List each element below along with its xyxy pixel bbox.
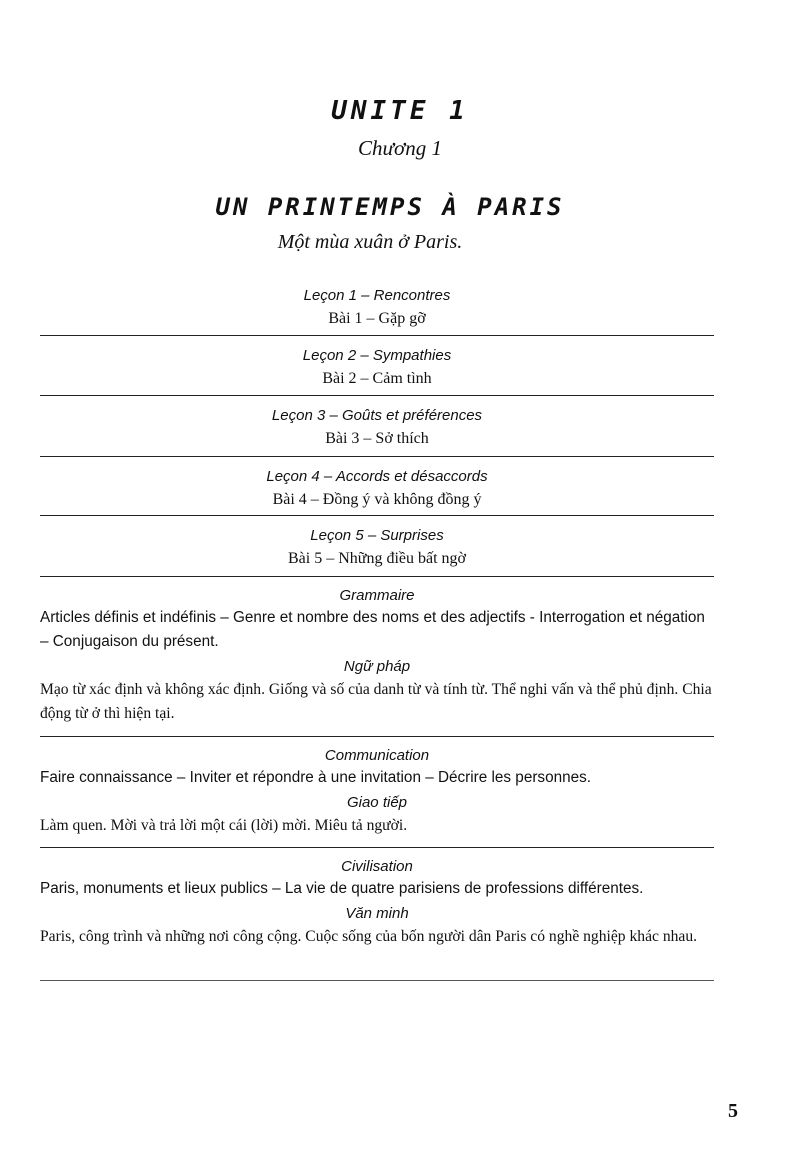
lesson-4-title-fr: Leçon 4 – Accords et désaccords (266, 468, 488, 485)
lesson-5-title-fr: Leçon 5 – Surprises (310, 527, 444, 544)
chapter-title: Chương 1 (358, 136, 442, 160)
lesson-1-title-vi: Bài 1 – Gặp gỡ (328, 310, 426, 327)
divider (40, 456, 714, 457)
lesson-3 (40, 406, 714, 450)
lesson-1-title-fr: Leçon 1 – Rencontres (303, 287, 451, 304)
grammar-heading-fr: Grammaire (339, 587, 415, 604)
lesson-4-title-vi: Bài 4 – Đồng ý và không đồng ý (272, 491, 482, 508)
divider (40, 847, 714, 848)
lesson-2-title-fr: Leçon 2 – Sympathies (302, 347, 452, 364)
lesson-2-title-vi: Bài 2 – Cảm tình (322, 370, 432, 387)
communication-section (40, 746, 714, 838)
divider (40, 395, 714, 396)
communication-heading-fr: Communication (324, 747, 430, 764)
civilisation-heading-vi: Văn minh (345, 905, 409, 922)
page-title: UN PRINTEMPS À PARIS (215, 193, 565, 221)
lesson-5-title-vi: Bài 5 – Những điều bất ngờ (288, 550, 466, 567)
communication-body-vi: Làm quen. Mời và trả lời một cái (lời) mời. Miêu tả người. (40, 817, 408, 834)
communication-body-fr: Faire connaissance – Inviter et répondre à une invitation – Décrire les personnes. (40, 769, 591, 786)
lesson-5 (40, 526, 714, 570)
grammar-section (40, 586, 714, 726)
communication-heading-vi: Giao tiếp (346, 794, 408, 811)
grammar-body-vi: Mạo từ xác định và không xác định. Giống và số của danh từ và tính từ. Thể nghi vấn và thể phủ định. Chia động từ ở thì hiện tại. (40, 681, 712, 722)
grammar-heading-vi: Ngữ pháp (343, 658, 411, 675)
divider (40, 515, 714, 516)
lesson-4 (40, 467, 714, 511)
page-subtitle: Một mùa xuân ở Paris. (277, 231, 463, 253)
grammar-body-fr: Articles définis et indéfinis – Genre et nombre des noms et des adjectifs - Interrogation et négation – Conjugaison du présent. (40, 609, 705, 650)
civilisation-body-vi: Paris, công trình và những nơi công cộng. Cuộc sống của bốn người dân Paris có nghề nghiệp khác nhau. (40, 928, 698, 945)
lesson-1 (40, 286, 714, 330)
divider (40, 736, 714, 737)
civilisation-body-fr: Paris, monuments et lieux publics – La vie de quatre parisiens de professions différentes. (40, 880, 644, 897)
civilisation-section (40, 857, 714, 949)
divider (40, 576, 714, 577)
lesson-2 (40, 346, 714, 390)
lesson-3-title-vi: Bài 3 – Sở thích (325, 430, 429, 447)
divider (40, 335, 714, 336)
page-number: 5 (728, 1100, 738, 1122)
civilisation-heading-fr: Civilisation (341, 858, 413, 875)
unit-title: UNITE 1 (331, 96, 469, 126)
lesson-3-title-fr: Leçon 3 – Goûts et préférences (271, 407, 483, 424)
divider (40, 980, 714, 981)
